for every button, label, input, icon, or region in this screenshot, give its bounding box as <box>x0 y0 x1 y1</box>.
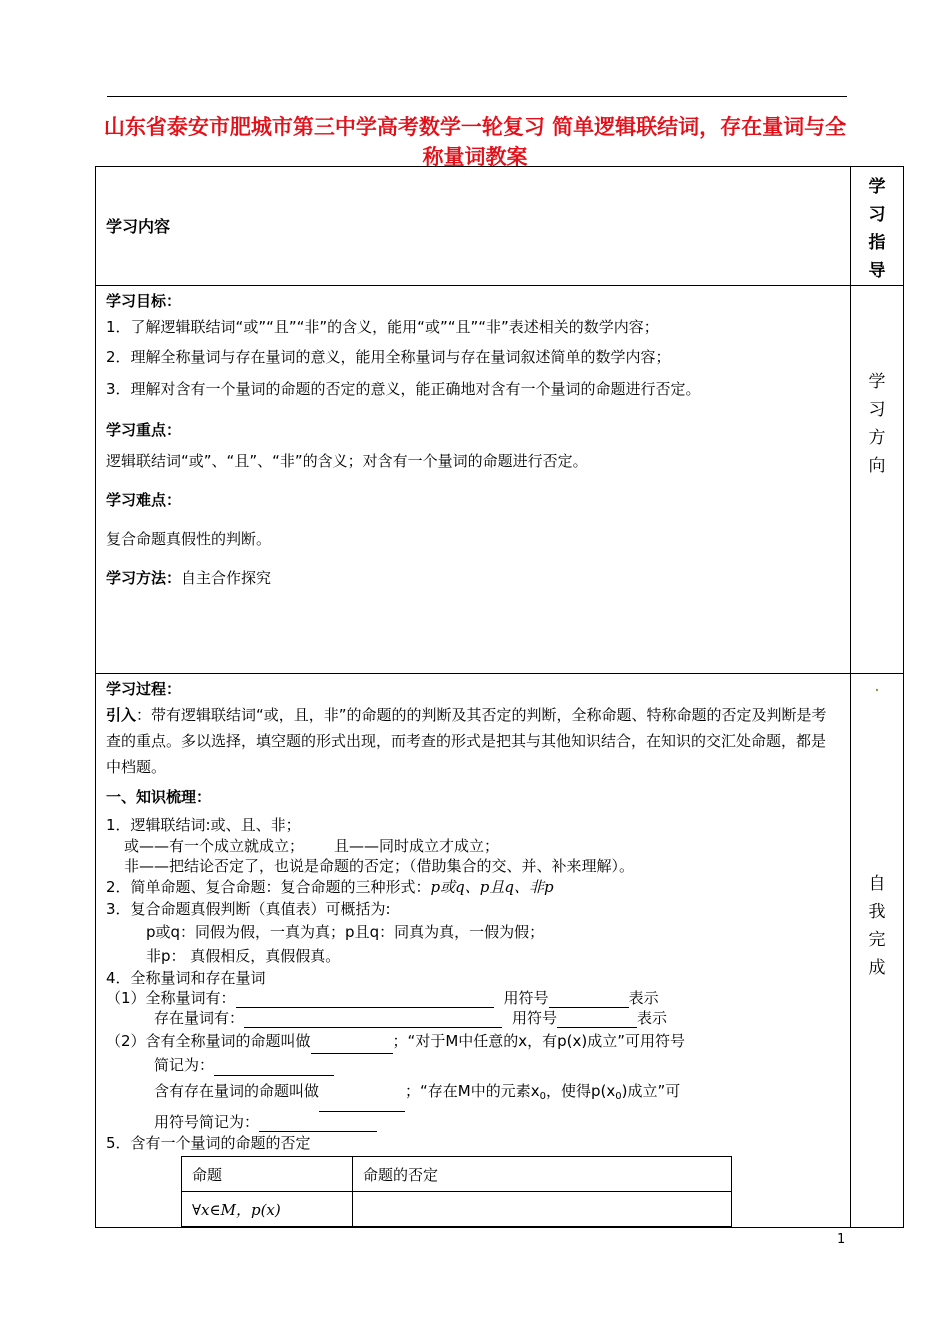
line-2: 2．简单命题、复合命题：复合命题的三种形式：p或q、p且q、非p <box>106 878 554 896</box>
dot-mark: · <box>874 681 880 701</box>
line-4c: （2）含有全称量词的命题叫做 ；“对于M中任意的x，有p(x)成立”可用符号 <box>106 1028 840 1054</box>
negation-table <box>181 1156 732 1227</box>
difficulty-heading: 学习难点： <box>106 491 182 509</box>
neg-header-negation: 命题的否定 <box>353 1157 732 1192</box>
blank-field[interactable] <box>259 1113 377 1132</box>
content-header: 学习内容 <box>106 217 171 236</box>
line-3: 3．复合命题真假判断（真值表）可概括为: <box>106 900 391 918</box>
line-1c: 非——把结论否定了，也说是命题的否定；（借助集合的交、并、补来理解）。 <box>124 857 635 875</box>
section-heading: 一、知识梳理： <box>106 788 212 806</box>
objective-item: 1．了解逻辑联结词“或”“且”“非”的含义，能用“或”“且”“非”表述相关的数学内容； <box>106 318 659 336</box>
line-5: 5．含有一个量词的命题的否定 <box>106 1134 311 1152</box>
document-title: 山东省泰安市肥城市第三中学高考数学一轮复习 简单逻辑联结词，存在量词与全称量词教案 <box>103 115 847 169</box>
blank-field[interactable] <box>319 1093 405 1112</box>
objective-item: 3．理解对含有一个量词的命题的否定的意义，能正确地对含有一个量词的命题进行否定。 <box>106 380 701 398</box>
objective-item: 2．理解全称量词与存在量词的意义，能用全称量词与存在量词叙述简单的数学内容； <box>106 348 671 366</box>
line-4c2: 简记为： <box>106 1054 840 1076</box>
line-4: 4．全称量词和存在量词 <box>106 969 266 987</box>
neg-row-proposition: ∀x∈M，p(x) <box>182 1192 353 1227</box>
method-line: 学习方法：自主合作探究 <box>106 569 272 587</box>
line-4a: （1）全称量词有： 用符号 表示 <box>106 989 659 1007</box>
key-heading: 学习重点： <box>106 421 182 439</box>
neg-header-proposition: 命题 <box>182 1157 353 1192</box>
blank-field[interactable] <box>311 1035 393 1054</box>
blank-field[interactable] <box>549 989 629 1008</box>
line-3b: 非p： 真假相反，真假假真。 <box>146 947 341 965</box>
process-cell <box>96 674 851 1228</box>
content-header-cell <box>96 167 851 286</box>
blank-field[interactable] <box>214 1057 334 1076</box>
key-text: 逻辑联结词“或”、“且”、“非”的含义；对含有一个量词的命题进行否定。 <box>106 452 588 470</box>
line-4d2: 用符号简记为： <box>106 1112 840 1132</box>
blank-field[interactable] <box>236 989 494 1008</box>
lesson-table <box>95 166 904 1228</box>
header-rule <box>107 96 847 97</box>
line-4b: 存在量词有： 用符号 表示 <box>154 1009 668 1027</box>
process-heading: 学习过程： <box>106 680 182 698</box>
page-number: 1 <box>837 1232 846 1247</box>
line-1: 1．逻辑联结词:或、且、非； <box>106 816 301 834</box>
objectives-heading: 学习目标： <box>106 292 182 310</box>
guide-header: 学习指导 <box>851 167 904 286</box>
difficulty-text: 复合命题真假性的判断。 <box>106 530 272 548</box>
neg-row-negation[interactable] <box>353 1192 732 1227</box>
blank-field[interactable] <box>557 1009 637 1028</box>
guide-direction: 学习方向 <box>851 286 904 674</box>
line-1a: 或——有一个成立就成立； 且——同时成立才成立； <box>124 837 500 855</box>
objectives-cell <box>96 286 851 674</box>
guide-self: · 自我完成 <box>851 674 904 1228</box>
line-4d: 含有存在量词的命题叫做 ；“存在M中的元素$x_0$，使得$p(x_0)$成立”可 <box>106 1076 840 1112</box>
line-3a: p或q：同假为假，一真为真；p且q：同真为真，一假为假； <box>146 923 545 941</box>
intro-paragraph: 引入：带有逻辑联结词“或，且，非”的命题的的判断及其否定的判断，全称命题、特称命题的否定及判断是考查的重点。多以选择，填空题的形式出现，而考查的形式是把其与其他知识结合，在知识的交汇处命题，都是中档题。 <box>106 706 827 776</box>
blank-field[interactable] <box>244 1009 502 1028</box>
